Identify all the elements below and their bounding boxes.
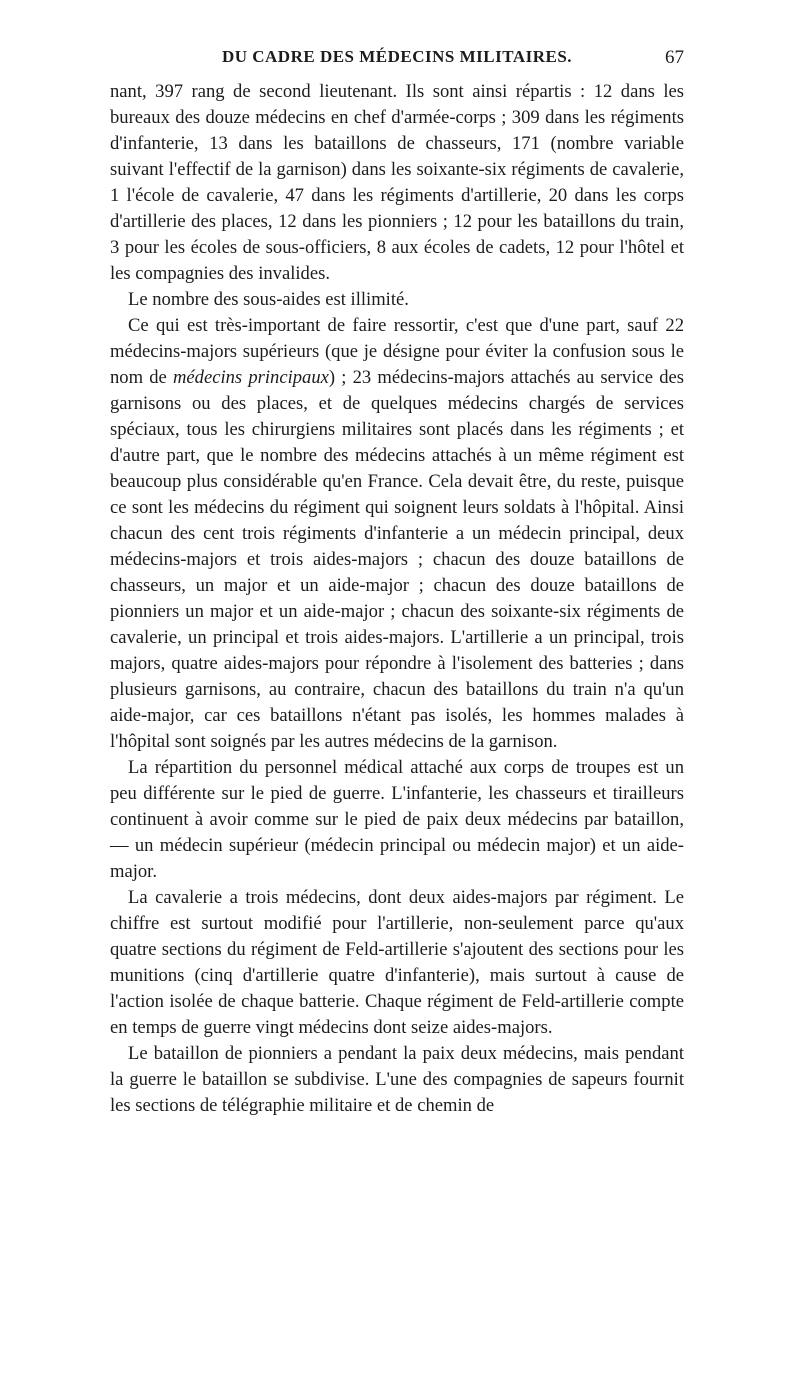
body-text [110,79,684,1119]
paragraph-text: nant, 397 rang de second lieutenant. Ils sont ainsi répartis : 12 dans les bureaux des douze médecins en chef d'armée-corps ; 309 dans les régiments d'infanterie, 13 dans les bataillons de chasseurs, 171 (nombre variable suivant l'effectif de la garnison) dans les soixante-six régiments de cavalerie, 1 l'école de cavalerie, 47 dans les régiments d'artillerie, 20 dans les corps d'artillerie des places, 12 dans les pionniers ; 12 pour les bataillons du train, 3 pour les écoles de sous-officiers, 8 aux écoles de cadets, 12 pour l'hôtel et les compagnies des invalides. [110,81,684,284]
paragraph-text: La cavalerie a trois médecins, dont deux aides-majors par régiment. Le chiffre est surtout modifié pour l'artillerie, non-seulement parce qu'aux quatre sections du régiment de Feld-artillerie s'ajoutent des sections pour les munitions (cinq d'artillerie quatre d'infanterie), mais surtout à cause de l'action isolée de chaque batterie. Chaque régiment de Feld-artillerie compte en temps de guerre vingt médecins dont seize aides-majors. [110,887,684,1038]
paragraph-text: La répartition du personnel médical attaché aux corps de troupes est un peu différente sur le pied de guerre. L'infanterie, les chasseurs et tirailleurs continuent à avoir comme sur le pied de paix deux médecins par bataillon, — un médecin supérieur (médecin principal ou médecin major) et un aide-major. [110,757,684,882]
running-title: DU CADRE DES MÉDECINS MILITAIRES. [221,47,573,66]
paragraph-text: Le nombre des sous-aides est illimité. [128,289,409,310]
running-head [110,47,684,71]
paragraph-6 [110,1041,684,1119]
page-number: 67 [665,47,684,68]
paragraph-2 [110,287,684,313]
paragraph-4 [110,755,684,885]
paragraph-text-before: Ce qui est très-important de faire ressortir, c'est que d'une part, sauf 22 médecins-majors supérieurs (que je désigne pour éviter la confusion sous le nom de [110,315,684,388]
paragraph-text-after: ) ; 23 médecins-majors attachés au service des garnisons ou des places, et de quelques médecins chargés de services spéciaux, tous les chirurgiens militaires sont placés dans les régiments ; et d'autre part, que le nombre des médecins attachés à un même régiment est beaucoup plus considérable qu'en France. Cela devait être, du reste, puisque ce sont les médecins du régiment qui soignent leurs soldats à l'hôpital. Ainsi chacun des cent trois régiments d'infanterie a un médecin principal, deux médecins-majors et trois aides-majors ; chacun des douze bataillons de chasseurs, un major et un aide-major ; chacun des douze bataillons de pionniers un major et un aide-major ; chacun des soixante-six régiments de cavalerie, un principal et trois aides-majors. L'artillerie a un principal, trois majors, quatre aides-majors pour répondre à l'isolement des batteries ; dans plusieurs garnisons, au contraire, chacun des bataillons du train n'a qu'un aide-major, car ces bataillons n'étant pas isolés, les hommes malades à l'hôpital sont soignés par les autres médecins de la garnison. [110,367,684,752]
italic-term: médecins principaux [172,367,329,388]
paragraph-1 [110,79,684,287]
paragraph-text: Le bataillon de pionniers a pendant la paix deux médecins, mais pendant la guerre le bataillon se subdivise. L'une des compagnies de sapeurs fournit les sections de télégraphie militaire et de chemin de [110,1043,684,1116]
paragraph-3 [110,313,684,755]
paragraph-5 [110,885,684,1041]
